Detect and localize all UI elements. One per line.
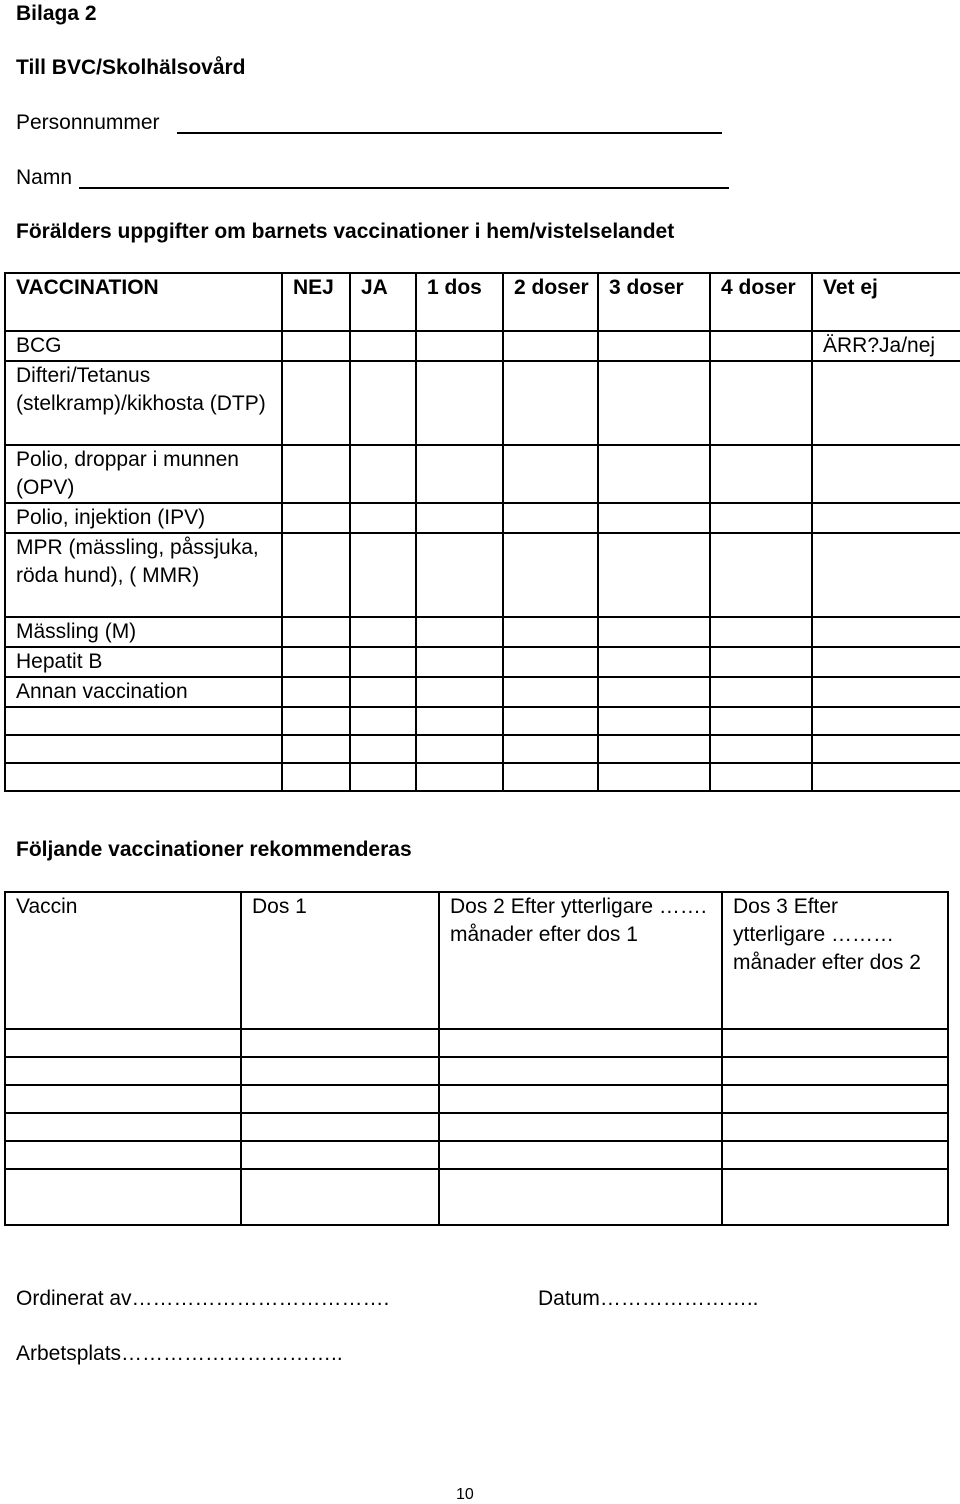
col-header-vaccination: VACCINATION (5, 273, 282, 331)
blank-cell[interactable] (439, 1057, 722, 1085)
table-row (5, 503, 960, 533)
cell-checkbox[interactable] (416, 361, 503, 445)
blank-cell[interactable] (722, 1141, 948, 1169)
blank-cell[interactable] (722, 1085, 948, 1113)
cell-checkbox[interactable] (598, 647, 710, 677)
cell-checkbox[interactable] (503, 331, 598, 361)
blank-cell[interactable] (722, 1057, 948, 1085)
cell-checkbox[interactable] (812, 677, 960, 707)
cell-checkbox[interactable] (350, 503, 416, 533)
table-row (5, 1113, 948, 1141)
cell-checkbox[interactable] (282, 361, 350, 445)
blank-cell[interactable] (812, 707, 960, 735)
blank-cell[interactable] (598, 763, 710, 791)
cell-checkbox[interactable] (503, 533, 598, 617)
blank-cell[interactable] (5, 1141, 241, 1169)
blank-cell[interactable] (416, 763, 503, 791)
blank-cell[interactable] (812, 735, 960, 763)
blank-cell[interactable] (439, 1169, 722, 1225)
cell-checkbox[interactable] (350, 617, 416, 647)
row-label-hepatitis-b: Hepatit B (5, 647, 282, 677)
blank-cell[interactable] (241, 1057, 439, 1085)
table-row (5, 677, 960, 707)
cell-checkbox[interactable] (416, 617, 503, 647)
col-header-ja: JA (350, 273, 416, 331)
cell-checkbox[interactable] (598, 533, 710, 617)
cell-checkbox[interactable] (282, 617, 350, 647)
cell-checkbox[interactable] (282, 647, 350, 677)
col-header-dos1: Dos 1 (241, 892, 439, 1029)
vaccination-header-row (5, 273, 960, 331)
cell-checkbox[interactable] (350, 677, 416, 707)
cell-checkbox[interactable] (416, 533, 503, 617)
page-number: 10 (456, 1486, 474, 1503)
cell-checkbox[interactable] (503, 617, 598, 647)
table-row (5, 331, 960, 361)
col-header-1-dos: 1 dos (416, 273, 503, 331)
vaccination-table (4, 272, 960, 792)
table-row (5, 445, 960, 503)
blank-cell[interactable] (439, 1085, 722, 1113)
table-row (5, 1085, 948, 1113)
row-label-dtp: Difteri/Tetanus (stelkramp)/kikhosta (DTP) (5, 361, 282, 445)
col-header-dos3: Dos 3 Efter ytterligare ……… månader efter dos 2 (722, 892, 948, 1029)
cell-checkbox[interactable] (416, 445, 503, 503)
blank-cell[interactable] (439, 1029, 722, 1057)
row-label-ipv: Polio, injektion (IPV) (5, 503, 282, 533)
cell-checkbox[interactable] (282, 331, 350, 361)
row-label-bcg: BCG (5, 331, 282, 361)
arbetsplats-field[interactable]: Arbetsplats………………………….. (16, 1342, 343, 1365)
cell-checkbox[interactable] (282, 677, 350, 707)
cell-checkbox[interactable] (812, 647, 960, 677)
blank-cell[interactable] (503, 707, 598, 735)
table-row (5, 1169, 948, 1225)
blank-cell[interactable] (710, 707, 812, 735)
blank-cell[interactable] (722, 1113, 948, 1141)
blank-cell[interactable] (241, 1029, 439, 1057)
table-row (5, 361, 960, 445)
cell-checkbox[interactable] (710, 445, 812, 503)
cell-checkbox[interactable] (503, 361, 598, 445)
cell-checkbox[interactable] (710, 533, 812, 617)
cell-checkbox[interactable] (598, 445, 710, 503)
cell-checkbox[interactable] (503, 677, 598, 707)
cell-checkbox[interactable] (710, 617, 812, 647)
table-row-blank (5, 763, 960, 791)
col-header-dos2: Dos 2 Efter ytterligare ……. månader efter dos 1 (439, 892, 722, 1029)
blank-cell[interactable] (598, 735, 710, 763)
blank-cell[interactable] (5, 1169, 241, 1225)
blank-cell[interactable] (416, 735, 503, 763)
table-row (5, 1057, 948, 1085)
cell-checkbox[interactable] (812, 361, 960, 445)
cell-checkbox[interactable] (710, 503, 812, 533)
cell-checkbox[interactable] (282, 445, 350, 503)
cell-checkbox[interactable] (812, 617, 960, 647)
cell-checkbox[interactable] (598, 677, 710, 707)
table-row (5, 617, 960, 647)
table-row (5, 1029, 948, 1057)
blank-cell[interactable] (241, 1085, 439, 1113)
scar-cell[interactable]: ÄRR?Ja/nej (812, 331, 960, 361)
blank-cell[interactable] (282, 707, 350, 735)
row-label-mmr: MPR (mässling, påssjuka, röda hund), ( MMR) (5, 533, 282, 617)
col-header-vaccin: Vaccin (5, 892, 241, 1029)
cell-checkbox[interactable] (350, 533, 416, 617)
blank-cell[interactable] (350, 707, 416, 735)
blank-cell[interactable] (503, 763, 598, 791)
blank-cell[interactable] (722, 1029, 948, 1057)
appendix-label: Bilaga 2 (16, 2, 97, 25)
blank-cell[interactable] (710, 735, 812, 763)
cell-checkbox[interactable] (598, 503, 710, 533)
blank-cell[interactable] (5, 735, 282, 763)
namn-label: Namn (16, 166, 73, 189)
cell-checkbox[interactable] (416, 331, 503, 361)
col-header-3-doser: 3 doser (598, 273, 710, 331)
row-label-other: Annan vaccination (5, 677, 282, 707)
col-header-nej: NEJ (282, 273, 350, 331)
cell-checkbox[interactable] (710, 331, 812, 361)
cell-checkbox[interactable] (598, 617, 710, 647)
blank-cell[interactable] (812, 763, 960, 791)
blank-cell[interactable] (241, 1169, 439, 1225)
cell-checkbox[interactable] (350, 361, 416, 445)
cell-checkbox[interactable] (598, 361, 710, 445)
recipient-heading: Till BVC/Skolhälsovård (16, 56, 246, 79)
cell-checkbox[interactable] (710, 361, 812, 445)
blank-cell[interactable] (5, 763, 282, 791)
blank-cell[interactable] (282, 735, 350, 763)
cell-checkbox[interactable] (503, 445, 598, 503)
blank-cell[interactable] (503, 735, 598, 763)
cell-checkbox[interactable] (812, 445, 960, 503)
recommend-table (4, 891, 949, 1226)
datum-field[interactable]: Datum………………….. (538, 1287, 759, 1310)
cell-checkbox[interactable] (812, 533, 960, 617)
cell-checkbox[interactable] (416, 647, 503, 677)
cell-checkbox[interactable] (812, 503, 960, 533)
cell-checkbox[interactable] (598, 331, 710, 361)
cell-checkbox[interactable] (350, 445, 416, 503)
cell-checkbox[interactable] (416, 503, 503, 533)
cell-checkbox[interactable] (416, 677, 503, 707)
table-row-blank (5, 735, 960, 763)
recommend-title: Följande vaccinationer rekommenderas (16, 838, 412, 861)
col-header-vet-ej: Vet ej (812, 273, 960, 331)
cell-checkbox[interactable] (350, 331, 416, 361)
blank-cell[interactable] (710, 763, 812, 791)
blank-cell[interactable] (5, 1085, 241, 1113)
cell-checkbox[interactable] (282, 503, 350, 533)
blank-cell[interactable] (282, 763, 350, 791)
cell-checkbox[interactable] (710, 677, 812, 707)
blank-cell[interactable] (5, 1057, 241, 1085)
blank-cell[interactable] (241, 1141, 439, 1169)
col-header-2-doser: 2 doser (503, 273, 598, 331)
blank-cell[interactable] (241, 1113, 439, 1141)
col-header-4-doser: 4 doser (710, 273, 812, 331)
blank-cell[interactable] (5, 707, 282, 735)
blank-cell[interactable] (722, 1169, 948, 1225)
personnummer-label: Personnummer (16, 111, 160, 134)
section-title: Förälders uppgifter om barnets vaccinationer i hem/vistelselandet (16, 220, 675, 243)
blank-cell[interactable] (598, 707, 710, 735)
table-row-blank (5, 707, 960, 735)
cell-checkbox[interactable] (503, 647, 598, 677)
cell-checkbox[interactable] (503, 503, 598, 533)
cell-checkbox[interactable] (350, 647, 416, 677)
blank-cell[interactable] (350, 735, 416, 763)
personnummer-field[interactable] (177, 132, 722, 134)
blank-cell[interactable] (439, 1141, 722, 1169)
namn-field[interactable] (79, 187, 729, 189)
blank-cell[interactable] (5, 1113, 241, 1141)
cell-checkbox[interactable] (282, 533, 350, 617)
blank-cell[interactable] (350, 763, 416, 791)
blank-cell[interactable] (416, 707, 503, 735)
table-row (5, 647, 960, 677)
recommend-header-row (5, 892, 948, 1029)
row-label-measles: Mässling (M) (5, 617, 282, 647)
table-row (5, 1141, 948, 1169)
row-label-opv: Polio, droppar i munnen (OPV) (5, 445, 282, 503)
ordinerat-field[interactable]: Ordinerat av………………………………. (16, 1287, 390, 1310)
blank-cell[interactable] (5, 1029, 241, 1057)
cell-checkbox[interactable] (710, 647, 812, 677)
table-row (5, 533, 960, 617)
blank-cell[interactable] (439, 1113, 722, 1141)
